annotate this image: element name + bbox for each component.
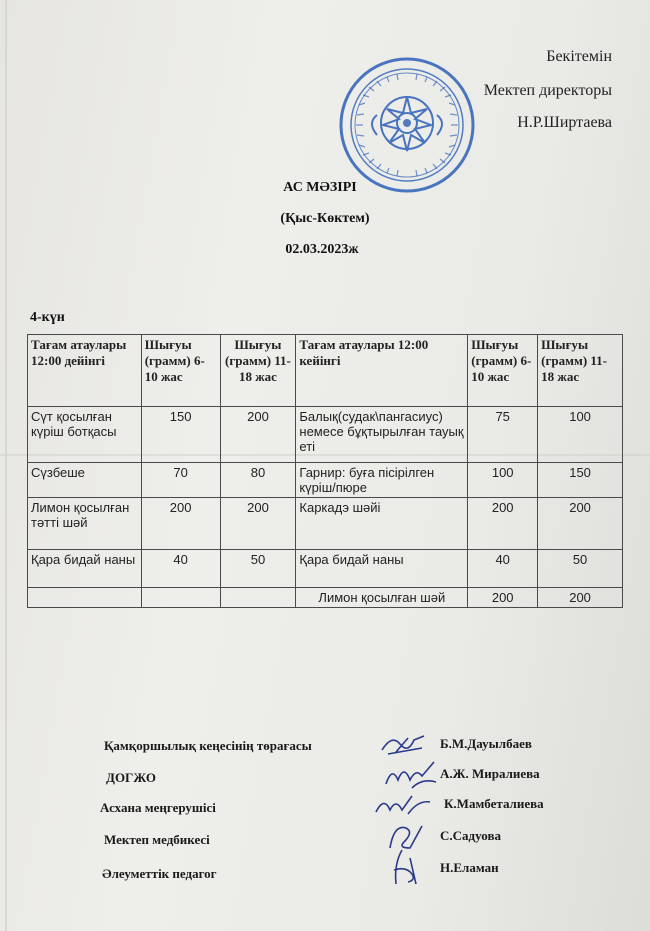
portion-6-10: 150: [141, 407, 220, 463]
table-header-row: [28, 335, 623, 407]
portion-11-18: 150: [538, 463, 623, 498]
portion-6-10: 40: [468, 550, 538, 588]
menu-date: 02.03.2023ж: [285, 242, 359, 257]
portion-11-18: 200: [538, 498, 623, 550]
dish-name: Қара бидай наны: [28, 550, 142, 588]
signer-name: Н.Еламан: [440, 860, 499, 875]
signature-row: [0, 794, 650, 824]
dish-name: Сүзбеше: [28, 463, 142, 498]
signature-row: [0, 766, 650, 796]
day-label: 4-күн: [30, 310, 65, 325]
signer-role: Қамқоршылық кеңесінің төрағасы: [104, 738, 312, 753]
signer-name: К.Мамбеталиева: [444, 796, 544, 811]
signer-role: Асхана меңгерушісі: [100, 800, 216, 815]
signer-name: А.Ж. Миралиева: [440, 766, 540, 781]
header-cell: Шығуы (грамм) 6-10 жас: [468, 335, 538, 407]
signer-role: Мектеп медбикесі: [104, 832, 210, 847]
dish-name: Балық(судак\пангасиус) немесе бұқтырылған тауық еті: [296, 407, 468, 463]
dish-name: Лимон қосылған тәтті шәй: [28, 498, 142, 550]
signer-role: ДОГЖО: [106, 770, 156, 785]
signature-row: [0, 858, 650, 888]
signer-name: С.Садуова: [440, 828, 501, 843]
table-row: [28, 588, 623, 608]
handwritten-signature: [372, 790, 434, 820]
approval-block: [484, 38, 612, 142]
portion-11-18: 80: [220, 463, 296, 498]
portion-6-10: 200: [141, 498, 220, 550]
portion-6-10: 75: [468, 407, 538, 463]
table-row: [28, 498, 623, 550]
menu-table: [27, 334, 623, 608]
table-row: [28, 463, 623, 498]
handwritten-signature: [378, 730, 428, 758]
header-cell: Тағам атаулары 12:00 дейінгі: [28, 335, 142, 407]
header-cell: Шығуы (грамм) 6-10 жас: [141, 335, 220, 407]
portion-11-18: 100: [538, 407, 623, 463]
approval-position: Мектеп директоры: [483, 82, 612, 99]
dish-name: Лимон қосылған шәй: [296, 588, 468, 608]
portion-6-10: 200: [468, 588, 538, 608]
dish-name: Каркадэ шәйі: [296, 498, 468, 550]
signature-row: [0, 826, 650, 856]
signature-row: [0, 734, 650, 764]
portion-6-10: 70: [141, 463, 220, 498]
dish-name: Қара бидай наны: [296, 550, 468, 588]
menu-season: (Қыс-Көктем): [280, 211, 370, 226]
portion-11-18: [220, 588, 296, 608]
approval-signer: Н.Р.Ширтаева: [517, 114, 612, 131]
portion-11-18: 200: [538, 588, 623, 608]
portion-11-18: 200: [220, 407, 296, 463]
signer-name: Б.М.Дауылбаев: [440, 736, 532, 751]
portion-6-10: 40: [141, 550, 220, 588]
handwritten-signature: [386, 844, 426, 888]
handwritten-signature: [382, 758, 440, 792]
approval-heading: Бекітемін: [546, 48, 612, 65]
header-cell: Шығуы (грамм) 11-18 жас: [220, 335, 296, 407]
portion-11-18: 50: [220, 550, 296, 588]
menu-title: АС МӘЗІРІ: [283, 180, 357, 195]
portion-6-10: 100: [468, 463, 538, 498]
official-stamp-seal: [337, 55, 477, 195]
table-row: [28, 550, 623, 588]
dish-name: Сүт қосылған күріш ботқасы: [28, 407, 142, 463]
portion-6-10: [141, 588, 220, 608]
portion-6-10: 200: [468, 498, 538, 550]
portion-11-18: 50: [538, 550, 623, 588]
signer-role: Әлеуметтік педагог: [102, 866, 217, 881]
table-row: [28, 407, 623, 463]
portion-11-18: 200: [220, 498, 296, 550]
header-cell: Шығуы (грамм) 11-18 жас: [538, 335, 623, 407]
dish-name: Гарнир: буға пісірілген күріш/пюре: [296, 463, 468, 498]
header-cell: Тағам атаулары 12:00 кейінгі: [296, 335, 468, 407]
dish-name: [28, 588, 142, 608]
